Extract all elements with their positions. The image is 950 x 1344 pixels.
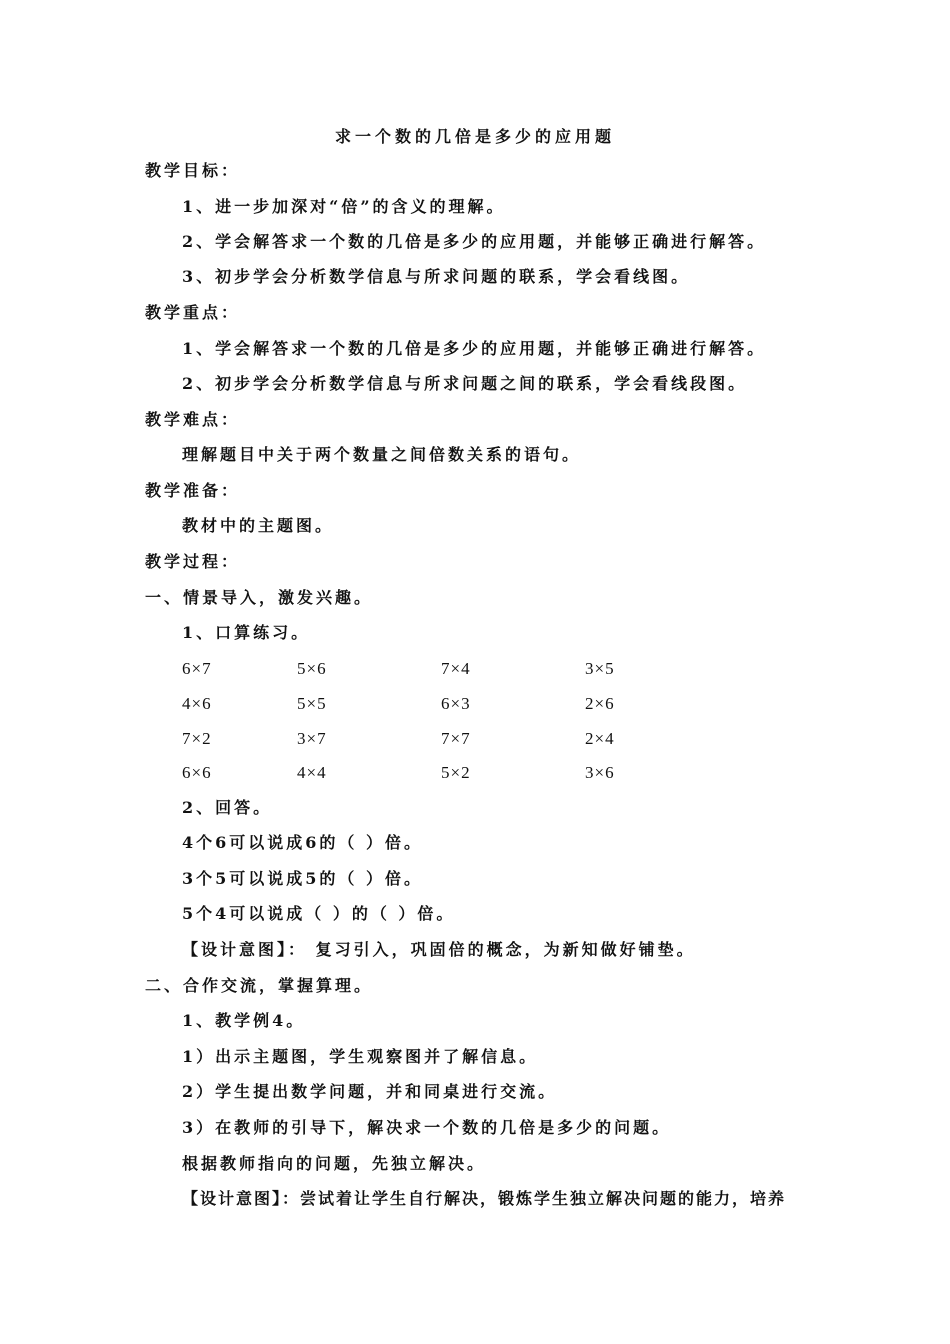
section2-heading: 二、合作交流，掌握算理。 bbox=[145, 976, 374, 995]
question-line: 4个6可以说成6的（ ）倍。 bbox=[182, 833, 423, 852]
answer-title: 2、回答。 bbox=[182, 798, 273, 817]
calc-cell: 6×3 bbox=[441, 694, 471, 713]
oral-calc-title: 1、口算练习。 bbox=[182, 623, 311, 642]
step-line: 2）学生提出数学问题，并和同桌进行交流。 bbox=[182, 1082, 558, 1101]
calc-cell: 6×6 bbox=[182, 763, 212, 782]
objective-item: 1、进一步加深对“倍”的含义的理解。 bbox=[182, 197, 506, 216]
key-points-heading: 教学重点： bbox=[145, 303, 241, 322]
calc-cell: 3×5 bbox=[585, 659, 615, 678]
calc-cell: 3×6 bbox=[585, 763, 615, 782]
calc-cell: 7×4 bbox=[441, 659, 471, 678]
calc-cell: 2×4 bbox=[585, 729, 615, 748]
objective-item: 2、学会解答求一个数的几倍是多少的应用题，并能够正确进行解答。 bbox=[182, 232, 767, 251]
calc-cell: 2×6 bbox=[585, 694, 615, 713]
question-line: 5个4可以说成（ ）的（ ）倍。 bbox=[182, 904, 456, 923]
calc-cell: 3×7 bbox=[297, 729, 327, 748]
design-intent: 【设计意图】：尝试着让学生自行解决，锻炼学生独立解决问题的能力，培养 bbox=[182, 1189, 787, 1208]
question-line: 3个5可以说成5的（ ）倍。 bbox=[182, 869, 423, 888]
calc-cell: 6×7 bbox=[182, 659, 212, 678]
calc-cell: 5×5 bbox=[297, 694, 327, 713]
key-point-item: 2、初步学会分析数学信息与所求问题之间的联系，学会看线段图。 bbox=[182, 374, 748, 393]
difficulties-text: 理解题目中关于两个数量之间倍数关系的语句。 bbox=[182, 445, 582, 464]
note-line: 根据教师指向的问题，先独立解决。 bbox=[182, 1154, 487, 1173]
calc-cell: 4×4 bbox=[297, 763, 327, 782]
process-heading: 教学过程： bbox=[145, 552, 241, 571]
calc-cell: 5×6 bbox=[297, 659, 327, 678]
preparation-text: 教材中的主题图。 bbox=[182, 516, 335, 535]
calc-cell: 4×6 bbox=[182, 694, 212, 713]
step-line: 1）出示主题图，学生观察图并了解信息。 bbox=[182, 1047, 539, 1066]
section1-heading: 一、情景导入，激发兴趣。 bbox=[145, 588, 374, 607]
document-title: 求一个数的几倍是多少的应用题 bbox=[334, 127, 615, 146]
calc-cell: 7×7 bbox=[441, 729, 471, 748]
preparation-heading: 教学准备： bbox=[145, 481, 241, 500]
step-line: 3）在教师的引导下，解决求一个数的几倍是多少的问题。 bbox=[182, 1118, 672, 1137]
objective-item: 3、初步学会分析数学信息与所求问题的联系，学会看线图。 bbox=[182, 267, 691, 286]
calc-cell: 7×2 bbox=[182, 729, 212, 748]
objectives-heading: 教学目标： bbox=[145, 161, 241, 180]
design-intent: 【设计意图】： 复习引入，巩固倍的概念，为新知做好铺垫。 bbox=[182, 940, 696, 959]
calc-cell: 5×2 bbox=[441, 763, 471, 782]
example-title: 1、教学例4。 bbox=[182, 1011, 306, 1030]
difficulties-heading: 教学难点： bbox=[145, 410, 241, 429]
key-point-item: 1、学会解答求一个数的几倍是多少的应用题，并能够正确进行解答。 bbox=[182, 339, 767, 358]
